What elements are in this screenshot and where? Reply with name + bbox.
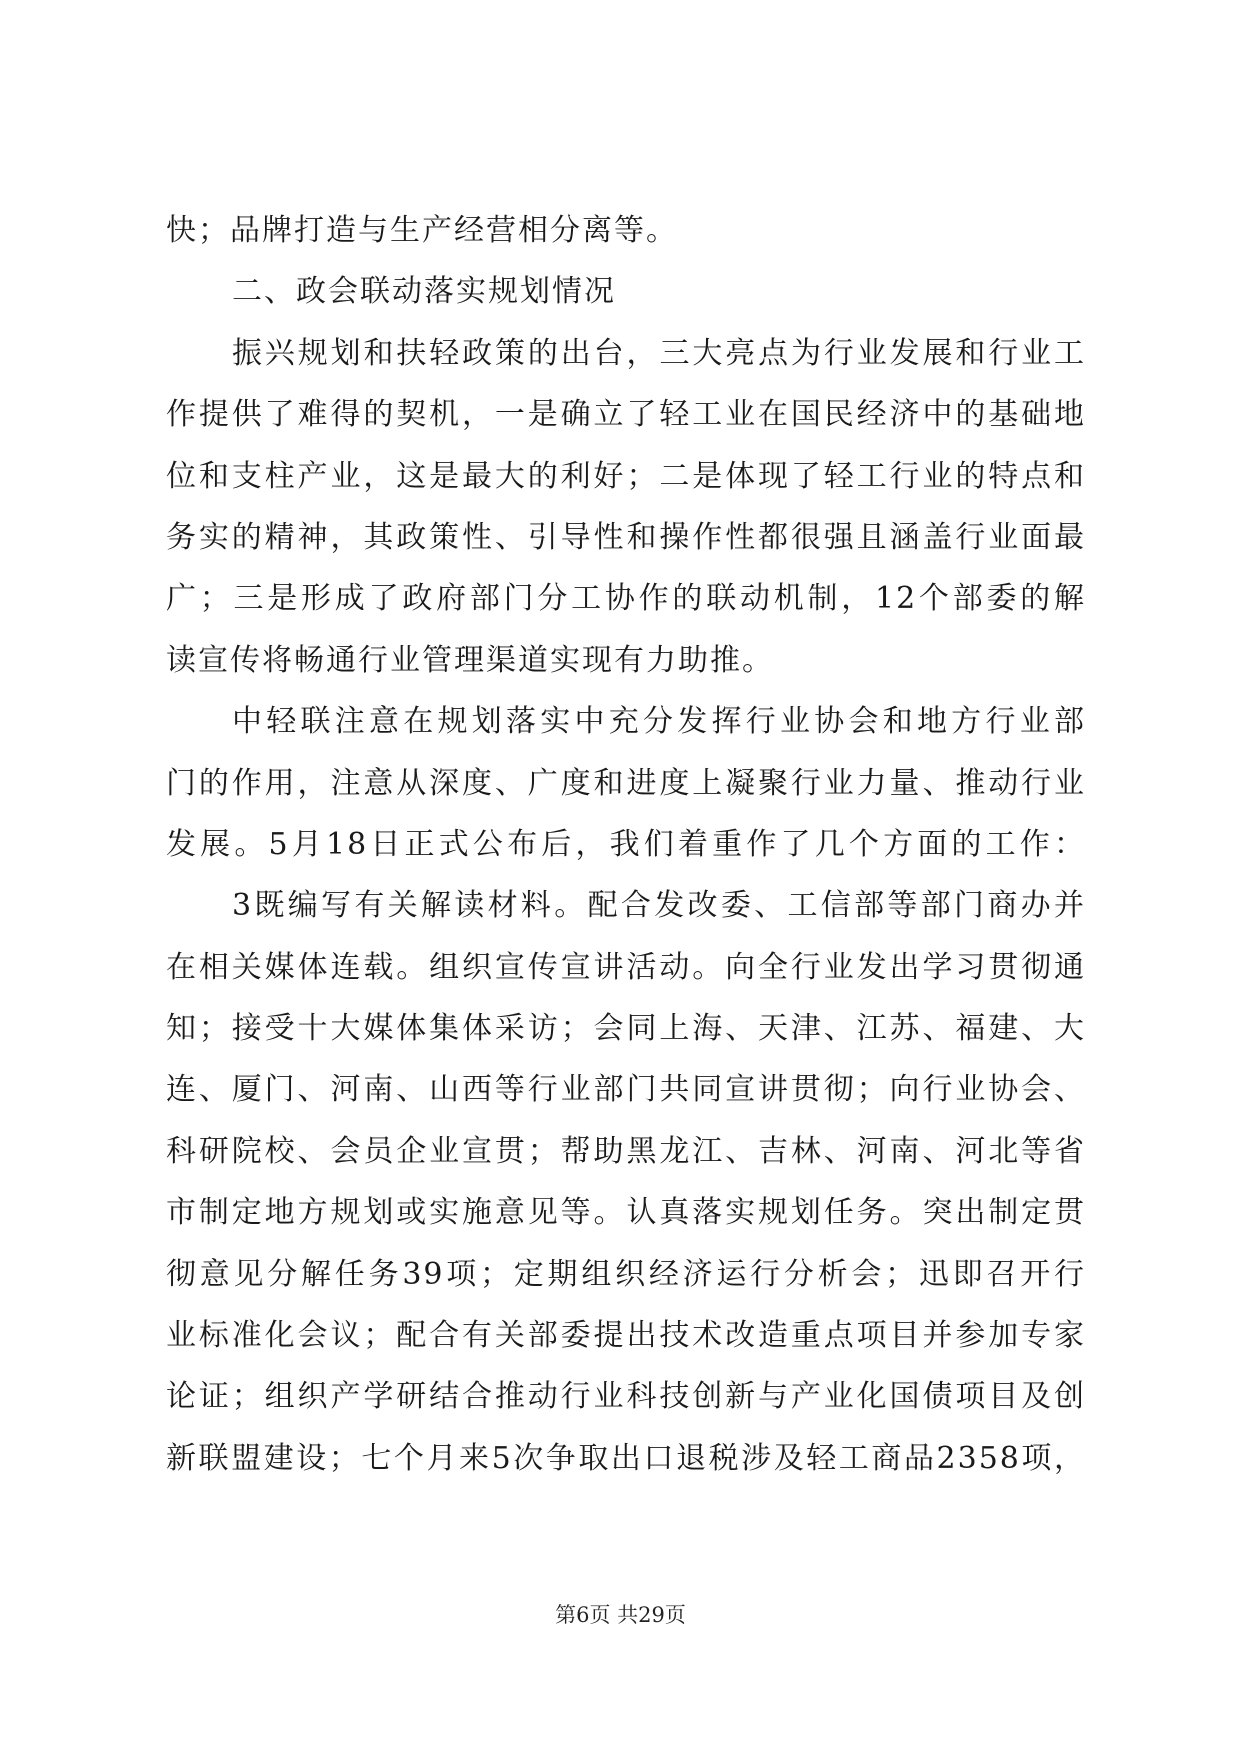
text-line: 门的作用，注意从深度、广度和进度上凝聚行业力量、推动行业 [166,765,1086,801]
text-line: 振兴规划和扶轻政策的出台，三大亮点为行业发展和行业工 [232,335,1086,371]
document-body [166,200,1086,1489]
text-line: 二、政会联动落实规划情况 [232,274,616,310]
text-line: 位和支柱产业，这是最大的利好；二是体现了轻工行业的特点和 [166,458,1086,494]
page-number-footer: 第6页 共29页 [555,1603,686,1627]
text-line: 发展。5月18日正式公布后，我们着重作了几个方面的工作： [166,826,1086,862]
text-line: 快；品牌打造与生产经营相分离等。 [166,213,678,248]
text-line: 知；接受十大媒体集体采访；会同上海、天津、江苏、福建、大 [166,1011,1086,1047]
text-line: 中轻联注意在规划落实中充分发挥行业协会和地方行业部 [232,704,1086,740]
text-line: 务实的精神，其政策性、引导性和操作性都很强且涵盖行业面最 [166,519,1086,555]
text-line: 在相关媒体连载。组织宣传宣讲活动。向全行业发出学习贯彻通 [166,949,1086,985]
text-line: 连、厦门、河南、山西等行业部门共同宣讲贯彻；向行业协会、 [166,1072,1086,1108]
text-line: 市制定地方规划或实施意见等。认真落实规划任务。突出制定贯 [166,1195,1086,1231]
text-line: 作提供了难得的契机，一是确立了轻工业在国民经济中的基础地 [166,397,1086,433]
text-line: 业标准化会议；配合有关部委提出技术改造重点项目并参加专家 [166,1318,1086,1354]
text-line: 3既编写有关解读材料。配合发改委、工信部等部门商办并 [232,888,1086,924]
text-line: 读宣传将畅通行业管理渠道实现有力助推。 [166,642,774,678]
text-line: 彻意见分解任务39项；定期组织经济运行分析会；迅即召开行 [166,1256,1086,1292]
text-line: 科研院校、会员企业宣贯；帮助黑龙江、吉林、河南、河北等省 [166,1133,1086,1169]
text-line: 广；三是形成了政府部门分工协作的联动机制，12个部委的解 [166,581,1086,617]
text-line: 论证；组织产学研结合推动行业科技创新与产业化国债项目及创 [166,1379,1086,1415]
text-line: 新联盟建设；七个月来5次争取出口退税涉及轻工商品2358项， [166,1440,1086,1476]
